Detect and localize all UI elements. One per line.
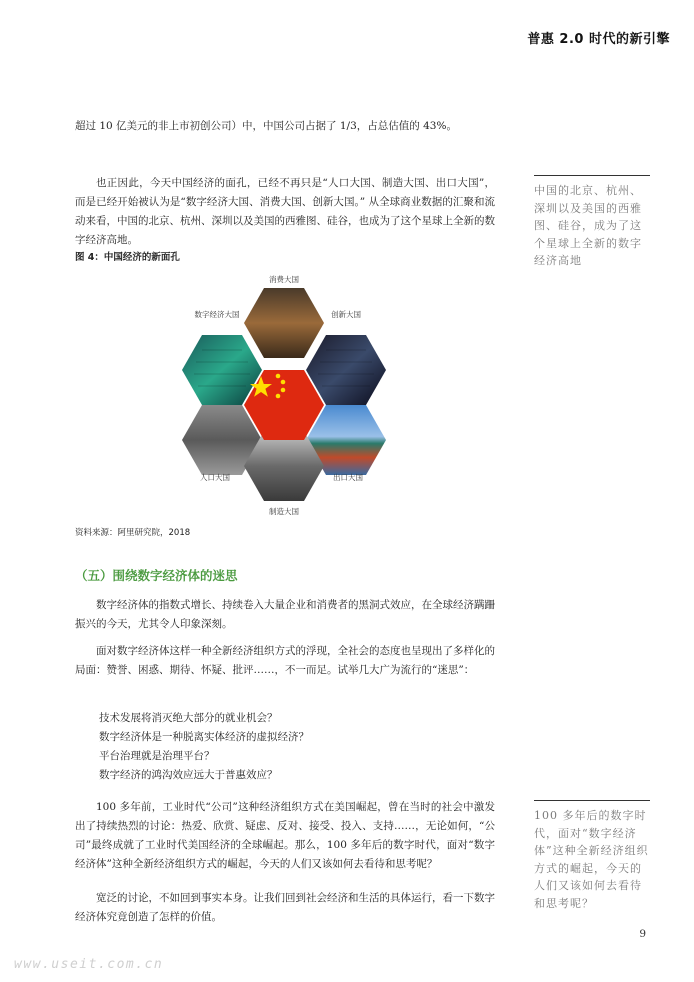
paragraph-text: 100 多年前，工业时代“公司”这种经济组织方式在美国崛起，曾在当时的社会中激发出了持续热烈的讨论：热爱、欣赏、疑虑、反对、接受、投入、支持……，无论如何，“公司”最终成就了工业时代美国经济的全球崛起。那么，100 多年后的数字时代，面对“数字经济体”这种全新经济组织方式的崛起，今天的人们又该如何去看待和思考呢？ [75,801,495,870]
sidebar-pull-quote [534,800,650,912]
paragraph-continued [75,117,495,136]
label-digital: 数字经济大国 [194,310,240,319]
hexagon-figure [162,270,412,526]
sidebar-pull-quote [534,175,650,270]
paragraph-exponential [75,596,495,634]
figure-source: 资料来源：阿里研究院，2018 [75,528,191,538]
paragraph-return-to-facts [75,889,495,927]
paragraph-attitudes [75,642,495,680]
page-header-title: 普惠 2.0 时代的新引擎 [527,32,670,47]
label-innovation: 创新大国 [331,310,361,319]
paragraph-text: 宽泛的讨论，不如回到事实本身。让我们回到社会经济和生活的具体运行，看一下数字经济体究竟创造了怎样的价值。 [75,892,495,923]
paragraph-text: 数字经济体的指数式增长、持续卷入大量企业和消费者的黑洞式效应，在全球经济蹒跚振兴的今天，尤其令人印象深刻。 [75,599,495,630]
paragraph-text: 面对数字经济体这样一种全新经济组织方式的浮现，全社会的态度也呈现出了多样化的局面：赞誉、困惑、期待、怀疑、批评……，不一而足。试举几大广为流行的“迷思”： [75,645,495,676]
section-heading: （五）围绕数字经济体的迷思 [75,568,238,583]
list-item: 数字经济体是一种脱离实体经济的虚拟经济？ [99,731,309,743]
list-item: 数字经济的鸿沟效应远大于普惠效应？ [99,769,278,781]
paragraph-history [75,798,495,874]
paragraph-text: 也正因此，今天中国经济的面孔，已经不再只是“人口大国、制造大国、出口大国”，而是已经开始被认为是“数字经济大国、消费大国、创新大国。” 从全球商业数据的汇聚和流动来看，中国的北京、杭州、深圳以及美国的西雅图、硅谷，也成为了这个星球上全新的数字经济高地。 [75,177,495,246]
pull-quote-text: 100 多年后的数字时代，面对“数字经济体”这种全新经济组织方式的崛起，今天的人们又该如何去看待和思考呢？ [534,809,649,910]
figure-title: 图 4：中国经济的新面孔 [75,252,180,263]
list-item: 技术发展将消灭绝大部分的就业机会？ [99,712,278,724]
list-item: 平台治理就是治理平台？ [99,750,215,762]
paragraph-new-face [75,174,495,250]
page-number: 9 [639,928,646,940]
hexagon-consumption-image [244,288,324,358]
paragraph-text: 超过 10 亿美元的非上市初创公司）中，中国公司占据了 1/3，占总估值的 43%。 [75,120,457,132]
watermark: www.useit.com.cn [14,957,164,972]
myth-list [99,709,309,785]
pull-quote-text: 中国的北京、杭州、深圳以及美国的西雅图、硅谷，成为了这个星球上全新的数字经济高地 [534,184,642,267]
label-consumption: 消费大国 [269,275,299,284]
label-population: 人口大国 [200,473,230,482]
label-export: 出口大国 [333,473,363,482]
label-manufacturing: 制造大国 [269,507,299,516]
